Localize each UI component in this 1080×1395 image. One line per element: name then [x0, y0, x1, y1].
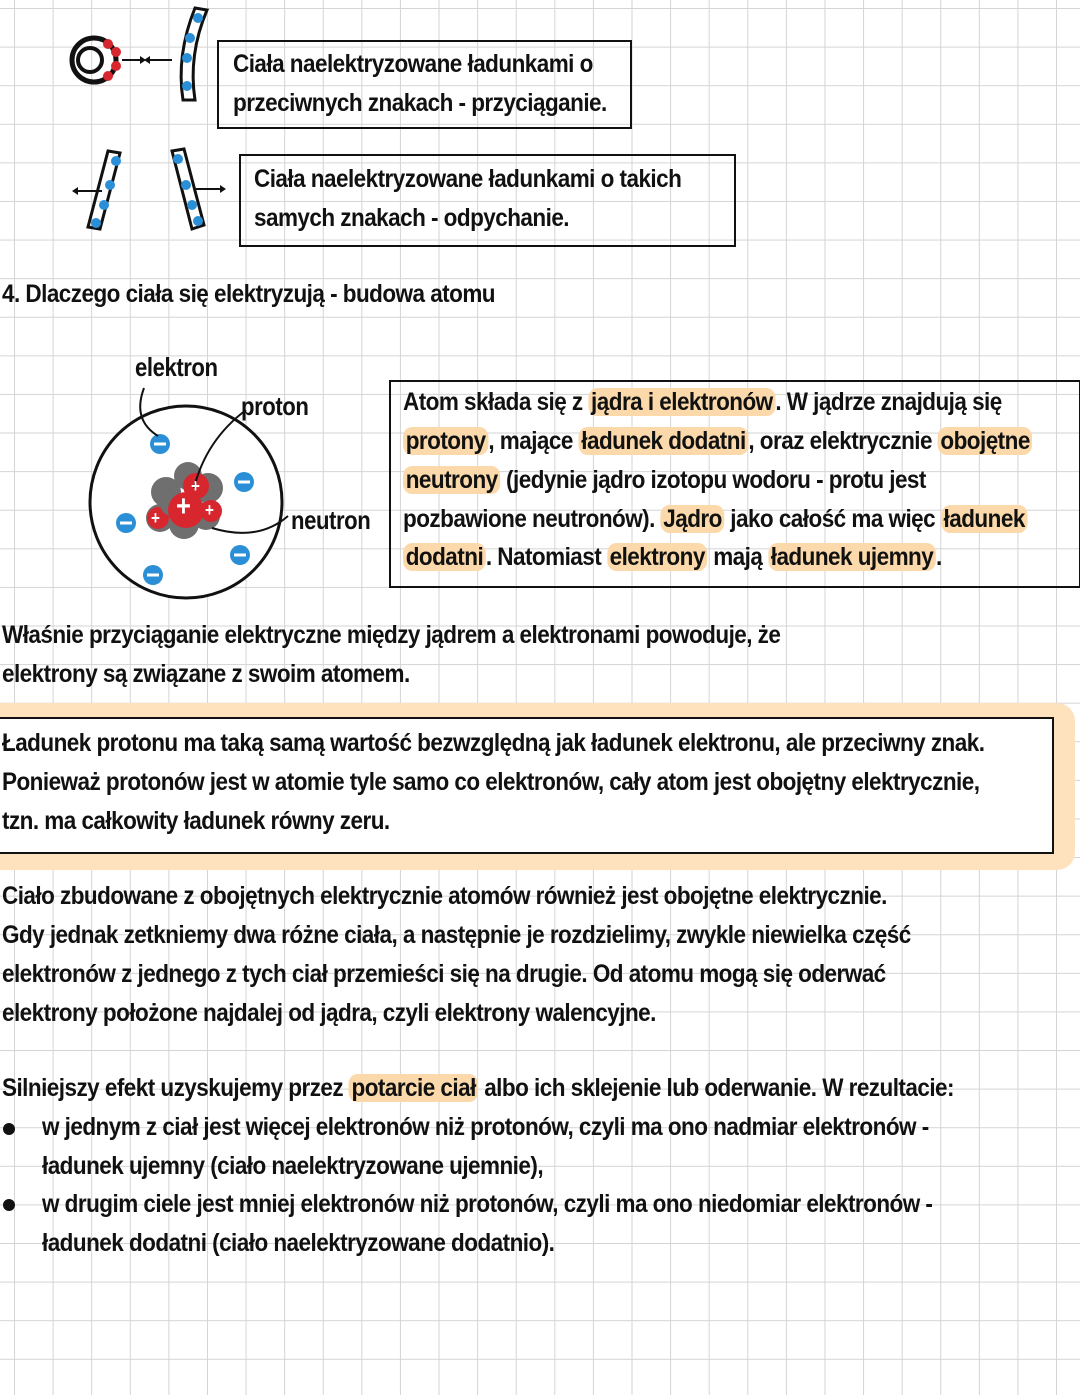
attraction-text-line1: Ciała naelektryzowane ładunkami o [233, 50, 593, 78]
proton-plus-sign: + [151, 508, 160, 528]
electron-icon [143, 565, 163, 585]
para2-line3: elektronów z jednego z tych ciał przemieści się na drugie. Od atomu mogą się oderwać [2, 960, 886, 988]
proton-plus-sign: + [205, 500, 214, 520]
highlight: elektrony [607, 543, 708, 571]
atom-text-line5: dodatni . Natomiast elektrony mają ładunek ujemny . [403, 538, 942, 577]
atom-diagram [88, 380, 388, 610]
highlight: neutrony [403, 466, 500, 494]
proton-plus-sign: + [191, 476, 200, 496]
bullet1-line1: w jednym z ciał jest więcej elektronów niż protonów, czyli ma ono nadmiar elektronów - [42, 1113, 929, 1141]
para1-line1: Właśnie przyciąganie elektryczne między jądrem a elektronami powoduje, że [2, 621, 781, 649]
para2-line1: Ciało zbudowane z obojętnych elektrycznie atomów również jest obojętne elektrycznie. [2, 882, 887, 910]
bullet2-line2: ładunek dodatni (ciało naelektryzowane dodatnio). [42, 1229, 555, 1257]
atom-text-line2: protony , mające ładunek dodatni , oraz elektrycznie obojętne [403, 422, 1033, 461]
bullet1-line2: ładunek ujemny (ciało naelektryzowane ujemnie), [42, 1152, 544, 1180]
highlight: ładunek ujemny [768, 543, 936, 571]
highlight: potarcie ciał [349, 1074, 479, 1102]
highlight: jądra i elektronów [588, 388, 775, 416]
label-proton: proton [241, 391, 309, 421]
highlight: Jądro [661, 505, 725, 533]
section-heading: 4. Dlaczego ciała się elektryzują - budowa atomu [2, 280, 496, 308]
electron-icon [234, 472, 254, 492]
repulsion-illustration [70, 145, 230, 235]
para3-line1: Silniejszy efekt uzyskujemy przez potarcie ciał albo ich sklejenie lub oderwanie. W rezultacie: [2, 1074, 954, 1102]
bullet-icon [3, 1123, 15, 1135]
repulsion-text-line1: Ciała naelektryzowane ładunkami o takich [254, 165, 682, 193]
electron-icon [150, 434, 170, 454]
atom-text-line4: pozbawione neutronów). Jądro jako całość ma więc ładunek [403, 500, 1028, 539]
important-line3: tzn. ma całkowity ładunek równy zeru. [2, 807, 390, 835]
electron-icon [116, 513, 136, 533]
important-line1: Ładunek protonu ma taką samą wartość bezwzględną jak ładunek elektronu, ale przeciwny znak. [2, 729, 985, 757]
atom-text-line3: neutrony (jedynie jądro izotopu wodoru - protu jest [403, 461, 926, 500]
proton-plus-sign: + [176, 490, 191, 523]
para1-line2: elektrony są związane z swoim atomem. [2, 660, 410, 688]
repulsion-text-line2: samych znakach - odpychanie. [254, 204, 569, 232]
highlight: obojętne [938, 427, 1033, 455]
highlight: dodatni [403, 543, 486, 571]
important-line2: Ponieważ protonów jest w atomie tyle samo co elektronów, cały atom jest obojętny elektrycznie, [2, 768, 980, 796]
electron-icon [230, 545, 250, 565]
bullet2-line1: w drugim ciele jest mniej elektronów niż protonów, czyli ma ono niedomiar elektronów - [42, 1190, 933, 1218]
label-electron: elektron [135, 352, 218, 382]
para2-line2: Gdy jednak zetkniemy dwa różne ciała, a następnie je rozdzielimy, zwykle niewielka część [2, 921, 911, 949]
attraction-text-line2: przeciwnych znakach - przyciąganie. [233, 89, 607, 117]
highlight: ładunek [941, 505, 1028, 533]
bullet-icon [3, 1199, 15, 1211]
highlight: ładunek dodatni [579, 427, 749, 455]
atom-text-line1: Atom składa się z jądra i elektronów . W jądrze znajdują się [403, 388, 1002, 416]
label-neutron: neutron [291, 505, 371, 535]
para2-line4: elektrony położone najdalej od jądra, czyli elektrony walencyjne. [2, 999, 656, 1027]
attraction-illustration [60, 0, 220, 110]
highlight: protony [403, 427, 488, 455]
